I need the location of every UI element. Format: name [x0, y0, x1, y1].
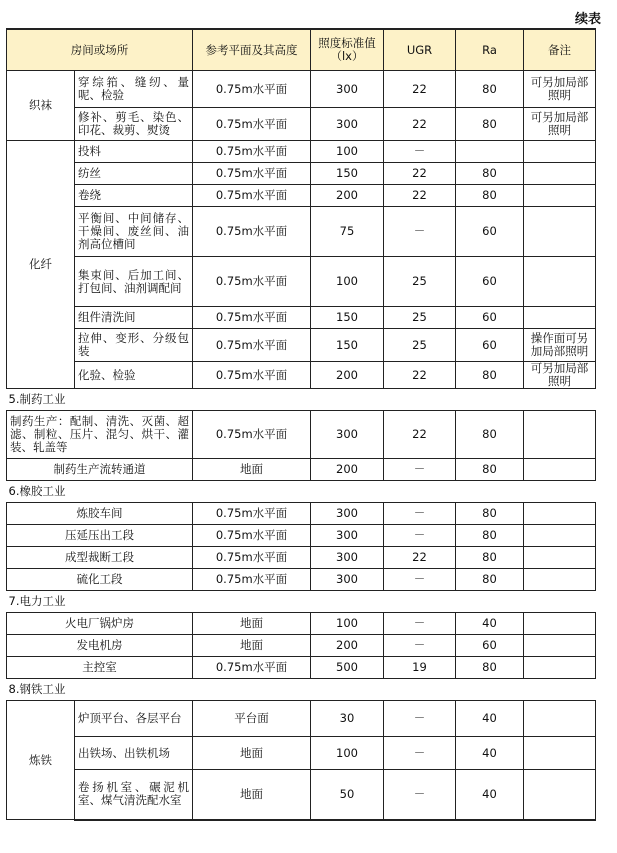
lux-cell: 150 — [311, 163, 384, 185]
lux-cell: 300 — [311, 525, 384, 547]
ra-cell: 80 — [456, 459, 524, 481]
ra-cell: 40 — [456, 613, 524, 635]
plane-cell: 0.75m水平面 — [193, 362, 311, 389]
plane-cell: 0.75m水平面 — [193, 307, 311, 329]
plane-cell: 0.75m水平面 — [193, 503, 311, 525]
ra-cell: 40 — [456, 770, 524, 820]
note-cell — [524, 503, 596, 525]
plane-cell: 0.75m水平面 — [193, 207, 311, 257]
note-cell — [524, 770, 596, 820]
plane-cell: 地面 — [193, 459, 311, 481]
header-note: 备注 — [524, 29, 596, 71]
lux-cell: 300 — [311, 108, 384, 141]
plane-cell: 地面 — [193, 635, 311, 657]
table-row — [7, 207, 596, 257]
room-name: 主控室 — [7, 657, 193, 679]
note-cell: 可另加局部照明 — [524, 71, 596, 108]
table-row — [7, 547, 596, 569]
ra-cell: 60 — [456, 257, 524, 307]
note-cell — [524, 635, 596, 657]
lux-cell: 200 — [311, 362, 384, 389]
table-row — [7, 411, 596, 459]
ra-cell: 80 — [456, 547, 524, 569]
ugr-cell: － — [384, 569, 456, 591]
lux-cell: 100 — [311, 257, 384, 307]
table-row — [7, 185, 596, 207]
room-name: 拉伸、变形、分级包装 — [75, 329, 193, 362]
lux-cell: 300 — [311, 547, 384, 569]
note-cell — [524, 613, 596, 635]
room-name: 组件清洗间 — [75, 307, 193, 329]
ugr-cell: 22 — [384, 163, 456, 185]
ra-cell: 80 — [456, 525, 524, 547]
note-cell — [524, 207, 596, 257]
table-row — [7, 770, 596, 820]
table-row — [7, 257, 596, 307]
ugr-cell: － — [384, 613, 456, 635]
table-row — [7, 362, 596, 389]
ra-cell: 80 — [456, 163, 524, 185]
table-row — [7, 525, 596, 547]
room-name: 卷绕 — [75, 185, 193, 207]
ra-cell: 80 — [456, 411, 524, 459]
lux-cell: 300 — [311, 569, 384, 591]
ra-cell: 80 — [456, 71, 524, 108]
ra-cell: 40 — [456, 701, 524, 737]
ra-cell: 80 — [456, 185, 524, 207]
room-name: 投料 — [75, 141, 193, 163]
header-lux: 照度标准值（lx） — [311, 29, 384, 71]
ugr-cell: 25 — [384, 307, 456, 329]
ra-cell: 60 — [456, 307, 524, 329]
illuminance-table — [6, 28, 596, 821]
room-name: 修补、剪毛、染色、印花、裁剪、熨烫 — [75, 108, 193, 141]
section-row — [7, 389, 596, 411]
note-cell — [524, 547, 596, 569]
plane-cell: 0.75m水平面 — [193, 411, 311, 459]
table-row — [7, 701, 596, 737]
table-row — [7, 635, 596, 657]
table-row — [7, 737, 596, 770]
note-cell — [524, 163, 596, 185]
ugr-cell: 22 — [384, 547, 456, 569]
ra-cell: 60 — [456, 329, 524, 362]
plane-cell: 0.75m水平面 — [193, 163, 311, 185]
ra-cell: 60 — [456, 635, 524, 657]
header-ra: Ra — [456, 29, 524, 71]
room-name: 纺丝 — [75, 163, 193, 185]
lux-cell: 150 — [311, 307, 384, 329]
room-name: 硫化工段 — [7, 569, 193, 591]
table-row — [7, 503, 596, 525]
ugr-cell: － — [384, 459, 456, 481]
lux-cell: 75 — [311, 207, 384, 257]
plane-cell: 0.75m水平面 — [193, 569, 311, 591]
plane-cell: 0.75m水平面 — [193, 657, 311, 679]
plane-cell: 0.75m水平面 — [193, 329, 311, 362]
ugr-cell: 22 — [384, 185, 456, 207]
room-name: 炼胶车间 — [7, 503, 193, 525]
plane-cell: 地面 — [193, 613, 311, 635]
section-row — [7, 679, 596, 701]
ugr-cell: － — [384, 770, 456, 820]
lux-cell: 300 — [311, 71, 384, 108]
ugr-cell: － — [384, 525, 456, 547]
ugr-cell: － — [384, 207, 456, 257]
ra-cell: 60 — [456, 207, 524, 257]
table-row — [7, 163, 596, 185]
room-name: 穿综筘、缝纫、量呢、检验 — [75, 71, 193, 108]
room-name: 制药生产流转通道 — [7, 459, 193, 481]
table-row — [7, 108, 596, 141]
plane-cell: 0.75m水平面 — [193, 108, 311, 141]
note-cell — [524, 459, 596, 481]
note-cell — [524, 141, 596, 163]
note-cell — [524, 185, 596, 207]
ugr-cell: － — [384, 635, 456, 657]
ugr-cell: 22 — [384, 71, 456, 108]
plane-cell: 0.75m水平面 — [193, 141, 311, 163]
lux-cell: 300 — [311, 503, 384, 525]
room-name: 卷扬机室、碾泥机室、煤气清洗配水室 — [75, 770, 193, 820]
ra-cell: 40 — [456, 737, 524, 770]
group-label: 织袜 — [7, 71, 75, 141]
ra-cell: 80 — [456, 569, 524, 591]
plane-cell: 0.75m水平面 — [193, 185, 311, 207]
note-cell — [524, 737, 596, 770]
plane-cell: 0.75m水平面 — [193, 257, 311, 307]
room-name: 发电机房 — [7, 635, 193, 657]
ra-cell: 80 — [456, 362, 524, 389]
table-row — [7, 613, 596, 635]
ra-cell — [456, 141, 524, 163]
ugr-cell: 22 — [384, 411, 456, 459]
ugr-cell: 22 — [384, 362, 456, 389]
ugr-cell: － — [384, 701, 456, 737]
ugr-cell: 19 — [384, 657, 456, 679]
table-header — [7, 29, 596, 71]
room-name: 炉顶平台、各层平台 — [75, 701, 193, 737]
table-row — [7, 569, 596, 591]
lux-cell: 100 — [311, 613, 384, 635]
note-cell — [524, 257, 596, 307]
lux-cell: 30 — [311, 701, 384, 737]
table-row — [7, 307, 596, 329]
note-cell — [524, 411, 596, 459]
note-cell: 操作面可另加局部照明 — [524, 329, 596, 362]
table-row — [7, 329, 596, 362]
table-row — [7, 71, 596, 108]
ugr-cell: － — [384, 503, 456, 525]
lux-cell: 150 — [311, 329, 384, 362]
lux-cell: 200 — [311, 185, 384, 207]
section-title: 7.电力工业 — [7, 591, 596, 613]
plane-cell: 平台面 — [193, 701, 311, 737]
room-name: 平衡间、中间储存、干燥间、废丝间、油剂高位槽间 — [75, 207, 193, 257]
note-cell — [524, 657, 596, 679]
plane-cell: 0.75m水平面 — [193, 71, 311, 108]
group-label: 炼铁 — [7, 701, 75, 820]
continued-label: 续表 — [574, 12, 601, 27]
note-cell: 可另加局部照明 — [524, 362, 596, 389]
plane-cell: 地面 — [193, 737, 311, 770]
lux-cell: 200 — [311, 635, 384, 657]
section-title: 5.制药工业 — [7, 389, 596, 411]
table-row — [7, 459, 596, 481]
lux-cell: 100 — [311, 141, 384, 163]
room-name: 集束间、后加工间、打包间、油剂调配间 — [75, 257, 193, 307]
ra-cell: 80 — [456, 108, 524, 141]
ugr-cell: 22 — [384, 108, 456, 141]
note-cell — [524, 307, 596, 329]
room-name: 成型裁断工段 — [7, 547, 193, 569]
room-name: 压延压出工段 — [7, 525, 193, 547]
room-name: 火电厂锅炉房 — [7, 613, 193, 635]
lux-cell: 300 — [311, 411, 384, 459]
ugr-cell: 25 — [384, 257, 456, 307]
table-row — [7, 657, 596, 679]
section-row — [7, 481, 596, 503]
lux-cell: 100 — [311, 737, 384, 770]
note-cell: 可另加局部照明 — [524, 108, 596, 141]
room-name: 出铁场、出铁机场 — [75, 737, 193, 770]
ugr-cell: 25 — [384, 329, 456, 362]
section-row — [7, 591, 596, 613]
ugr-cell: － — [384, 141, 456, 163]
section-title: 6.橡胶工业 — [7, 481, 596, 503]
ra-cell: 80 — [456, 503, 524, 525]
lux-cell: 500 — [311, 657, 384, 679]
ugr-cell: － — [384, 737, 456, 770]
lux-cell: 200 — [311, 459, 384, 481]
room-name: 化验、检验 — [75, 362, 193, 389]
plane-cell: 地面 — [193, 770, 311, 820]
note-cell — [524, 701, 596, 737]
ra-cell: 80 — [456, 657, 524, 679]
header-plane: 参考平面及其高度 — [193, 29, 311, 71]
note-cell — [524, 525, 596, 547]
room-name: 制药生产：配制、清洗、灭菌、超滤、制粒、压片、混匀、烘干、灌装、轧盖等 — [7, 411, 193, 459]
header-room: 房间或场所 — [7, 29, 193, 71]
group-label: 化纤 — [7, 141, 75, 389]
table-row — [7, 141, 596, 163]
lux-cell: 50 — [311, 770, 384, 820]
plane-cell: 0.75m水平面 — [193, 525, 311, 547]
note-cell — [524, 569, 596, 591]
section-title: 8.钢铁工业 — [7, 679, 596, 701]
plane-cell: 0.75m水平面 — [193, 547, 311, 569]
header-ugr: UGR — [384, 29, 456, 71]
